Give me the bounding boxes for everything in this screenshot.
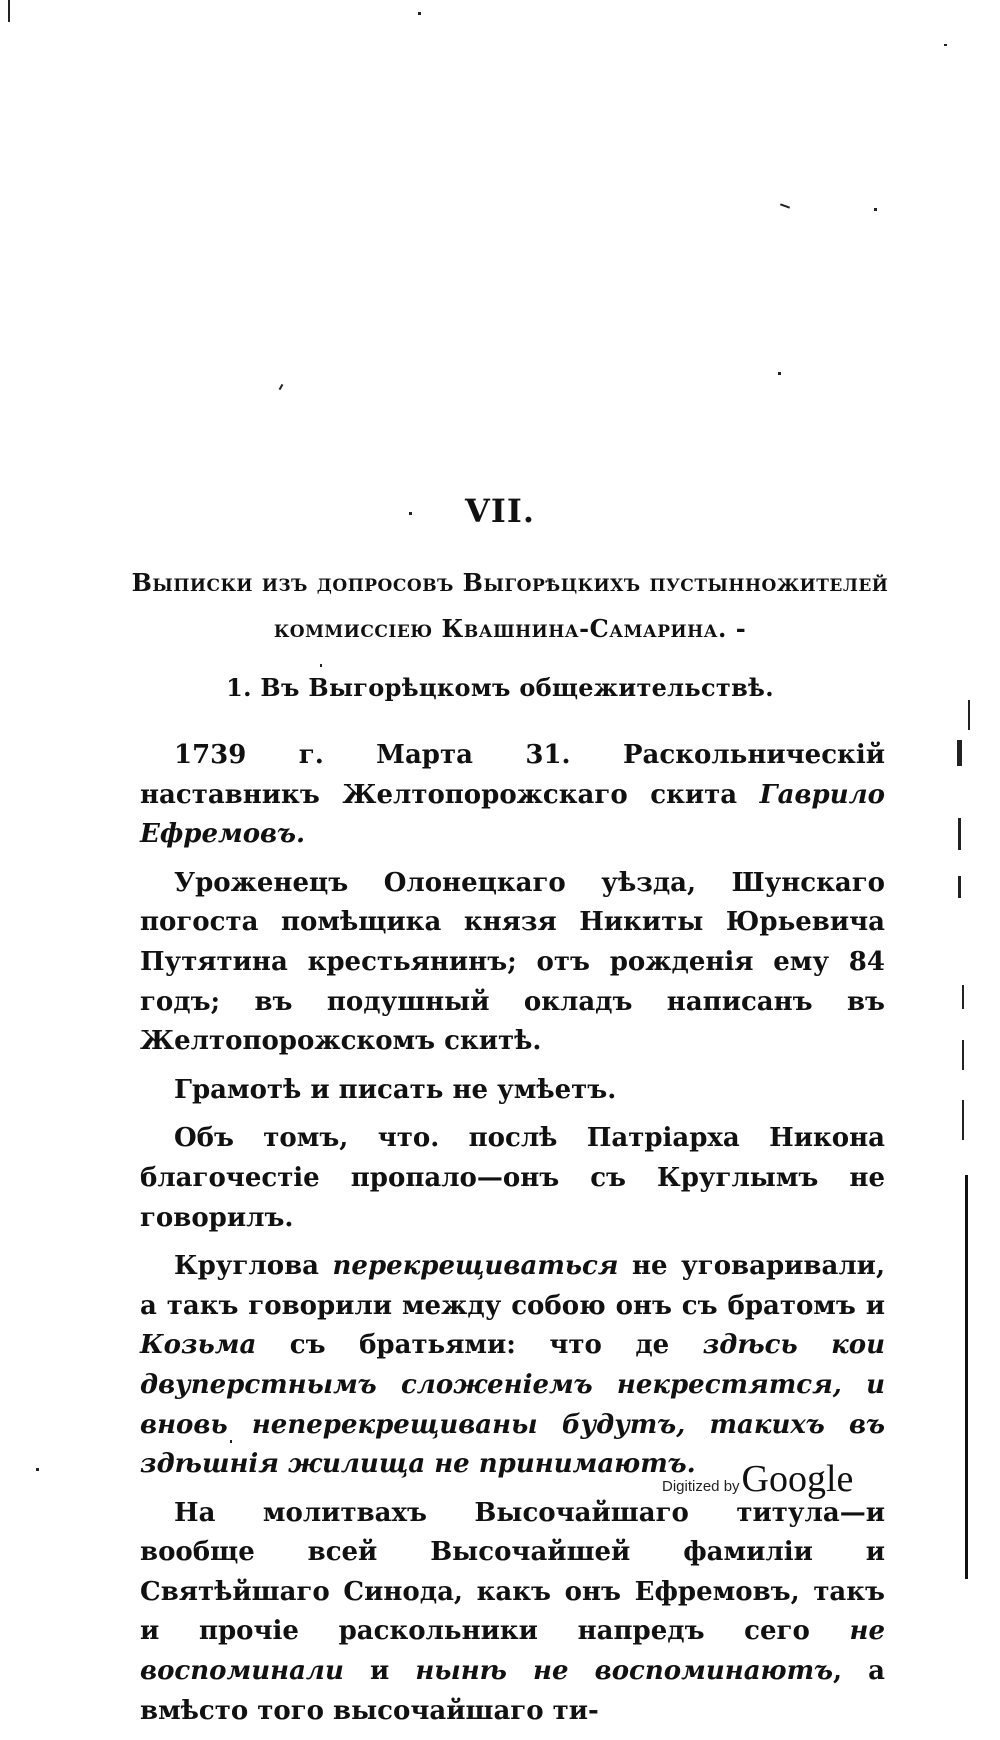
italic-run: нынѣ не воспоминаютъ [415,1656,834,1687]
chapter-heading-line-2: коммиссіею Квашнина-Самарина. - [273,614,747,643]
scan-speck [968,700,970,730]
scan-speck [418,12,421,15]
body-text [140,736,885,1740]
scan-speck [874,208,877,211]
text-run: 1739 г. Марта 31. Раскольническій наставникъ Желтопорожскаго скита [140,740,885,810]
body-paragraph [140,864,885,1062]
body-paragraph [140,736,885,855]
text-run: Грамотѣ и писать не умѣетъ. [174,1074,617,1105]
scan-speck [958,818,961,850]
body-paragraph [140,1071,885,1111]
page-edge-shadow [965,1175,968,1579]
scan-speck [962,1040,964,1070]
scan-speck [962,1100,964,1140]
scan-speck [8,0,10,22]
scan-speck [962,985,964,1009]
google-watermark [662,1457,853,1501]
text-run: , а вмѣсто того высочайшаго ти- [140,1656,885,1726]
text-run: съ братьями: что де [256,1330,703,1361]
scan-speck [778,372,781,375]
section-title: 1. Въ Выгорѣцкомъ общежительствѣ. [226,673,774,702]
text-run: и [343,1656,416,1687]
scan-speck [320,664,322,667]
text-run: Уроженецъ Олонецкаго уѣзда, Шунскаго погоста помѣщика князя Никиты Юрьевича Путятина крестьянинъ; отъ рожденія ему 84 годъ; въ подушный окладъ написанъ въ Желтопорожскомъ скитѣ. [140,867,885,1057]
italic-run: перекрещиваться [332,1251,619,1282]
text-run: На молитвахъ Высочайшаго титула—и вообще всей Высочайшей фамиліи и Святѣйшаго Синода, какъ онъ Ефремовъ, такъ и прочіе раскольники напредъ сего [140,1497,885,1647]
italic-run: Козьма [140,1330,257,1361]
body-paragraph [140,1247,885,1485]
italic-run: не воспоминали [140,1616,885,1687]
scan-speck [957,740,962,766]
text-run: Круглова [174,1251,333,1282]
italic-run: Гаврило Ефремовъ. [140,779,885,850]
scan-speck [780,203,790,208]
chapter-heading-line-1: Выписки изъ допросовъ Выгорѣцкихъ пустынножителей [131,568,889,597]
scan-speck [36,1468,39,1471]
italic-run: здѣсь кои двуперстнымъ сложеніемъ некрестятся, и вновь неперекрещиваны будутъ, такихъ въ здѣшнія жилища не принимаютъ. [140,1330,886,1480]
body-paragraph [140,1494,885,1732]
chapter-heading [120,560,900,652]
scan-speck [944,44,947,46]
scan-speck [279,384,284,390]
chapter-number: VII. [465,492,535,530]
text-run: не уговаривали, а такъ говорили между собою онъ съ братомъ и [140,1251,885,1321]
body-paragraph [140,1119,885,1238]
scan-speck [958,876,961,898]
google-logo: Google [741,1458,854,1500]
digitized-by-label: Digitized by [662,1478,740,1495]
text-run: Объ томъ, что. послѣ Патріарха Никона благочестіе пропало—онъ съ Круглымъ не говорилъ. [140,1123,885,1233]
